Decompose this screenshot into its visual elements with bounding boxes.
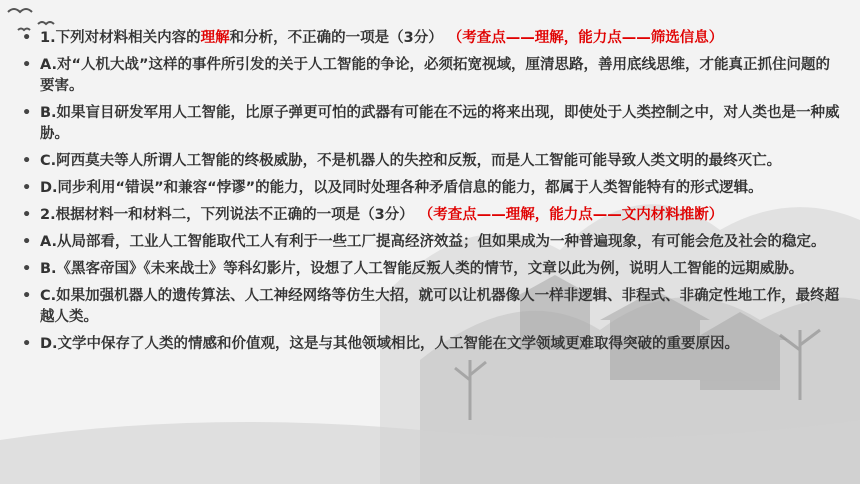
- question-2-tag: （考查点——理解，能力点——文内材料推断）: [418, 207, 724, 223]
- question-1-option-d: • D.同步利用“错误”和兼容“悖谬”的能力，以及同时处理各种矛盾信息的能力，都属于人类智能特有的形式逻辑。: [22, 180, 763, 196]
- question-list: [22, 28, 844, 361]
- question-1-option-c: • C.阿西莫夫等人所谓人工智能的终极威胁，不是机器人的失控和反叛，而是人工智能可能导致人类文明的最终灭亡。: [22, 153, 782, 169]
- question-1-stem: • 1.下列对材料相关内容的理解和分析，不正确的一项是（3分） （考查点——理解，能力点——筛选信息）: [22, 30, 724, 46]
- question-2-option-d: • D.文学中保存了人类的情感和价值观，这是与其他领域相比，人工智能在文学领域更难取得突破的重要原因。: [22, 336, 740, 352]
- question-1-option-b: • B.如果盲目研发军用人工智能，比原子弹更可怕的武器有可能在不远的将来出现，即使处于人类控制之中，对人类也是一种威胁。: [22, 105, 840, 142]
- question-1-tag: （考查点——理解，能力点——筛选信息）: [447, 30, 724, 46]
- question-2-option-b: • B.《黑客帝国》《未来战士》等科幻影片，设想了人工智能反叛人类的情节，文章以此为例，说明人工智能的远期威胁。: [22, 261, 804, 277]
- question-1-option-a: • A.对“人机大战”这样的事件所引发的关于人工智能的争论，必须拓宽视域，厘清思路，善用底线思维，才能真正抓住问题的要害。: [22, 57, 831, 94]
- question-2-stem: • 2.根据材料一和材料二，下列说法不正确的一项是（3分） （考查点——理解，能力点——文内材料推断）: [22, 207, 724, 223]
- question-2-option-a: • A.从局部看，工业人工智能取代工人有利于一些工厂提高经济效益；但如果成为一种普遍现象，有可能会危及社会的稳定。: [22, 234, 826, 250]
- question-2-option-c: • C.如果加强机器人的遗传算法、人工神经网络等仿生大招，就可以让机器像人一样非逻辑、非程式、非确定性地工作，最终超越人类。: [22, 288, 840, 325]
